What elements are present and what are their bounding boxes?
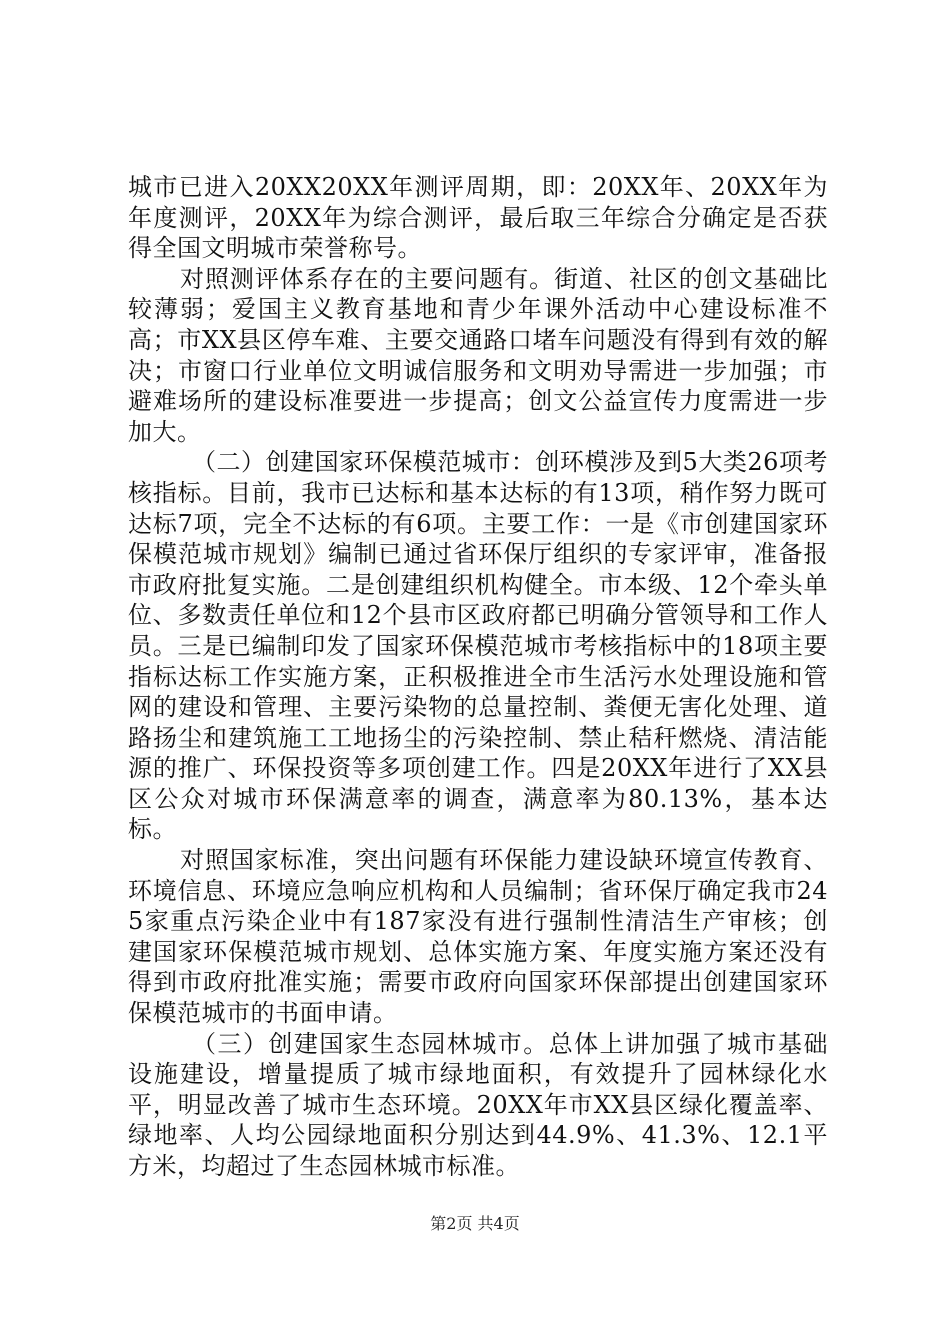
paragraph-ecological-garden-city: （三）创建国家生态园林城市。总体上讲加强了城市基础设施建设，增量提质了城市绿地面积，有效提升了园林绿化水平，明显改善了城市生态环境。20XX年市XX县区绿化覆盖率、绿地率、人均公园绿地面积分别达到44.9%、41.3%、12.1平方米，均超过了生态园林城市标准。 bbox=[128, 1029, 828, 1180]
paragraph-continuation: 城市已进入20XX20XX年测评周期，即：20XX年、20XX年为年度测评，20XX年为综合测评，最后取三年综合分确定是否获得全国文明城市荣誉称号。 bbox=[128, 173, 828, 263]
paragraph-environmental-issues: 对照国家标准，突出问题有环保能力建设缺环境宣传教育、环境信息、环境应急响应机构和人员编制；省环保厅确定我市245家重点污染企业中有187家没有进行强制性清洁生产审核；创建国家环保模范城市规划、总体实施方案、年度实施方案还没有得到市政府批准实施；需要市政府向国家环保部提出创建国家环保模范城市的书面申请。 bbox=[128, 846, 828, 1028]
paragraph-environmental-model-city: （二）创建国家环保模范城市：创环模涉及到5大类26项考核指标。目前，我市已达标和基本达标的有13项，稍作努力既可达标7项，完全不达标的有6项。主要工作：一是《市创建国家环保模范城市规划》编制已通过省环保厅组织的专家评审，准备报市政府批复实施。二是创建组织机构健全。市本级、12个牵头单位、多数责任单位和12个县市区政府都已明确分管领导和工作人员。三是已编制印发了国家环保模范城市考核指标中的18项主要指标达标工作实施方案，正积极推进全市生活污水处理设施和管网的建设和管理、主要污染物的总量控制、粪便无害化处理、道路扬尘和建筑施工工地扬尘的污染控制、禁止秸秆燃烧、清洁能源的推广、环保投资等多项创建工作。四是20XX年进行了XX县区公众对城市环保满意率的调查，满意率为80.13%，基本达标。 bbox=[128, 448, 828, 844]
page-number-footer: 第2页 共4页 bbox=[430, 1214, 520, 1233]
paragraph-civilization-issues: 对照测评体系存在的主要问题有。街道、社区的创文基础比较薄弱；爱国主义教育基地和青少年课外活动中心建设标准不高；市XX县区停车难、主要交通路口堵车问题没有得到有效的解决；市窗口行业单位文明诚信服务和文明劝导需进一步加强；市避难场所的建设标准要进一步提高；创文公益宣传力度需进一步加大。 bbox=[128, 264, 828, 446]
document-body bbox=[128, 172, 828, 1182]
